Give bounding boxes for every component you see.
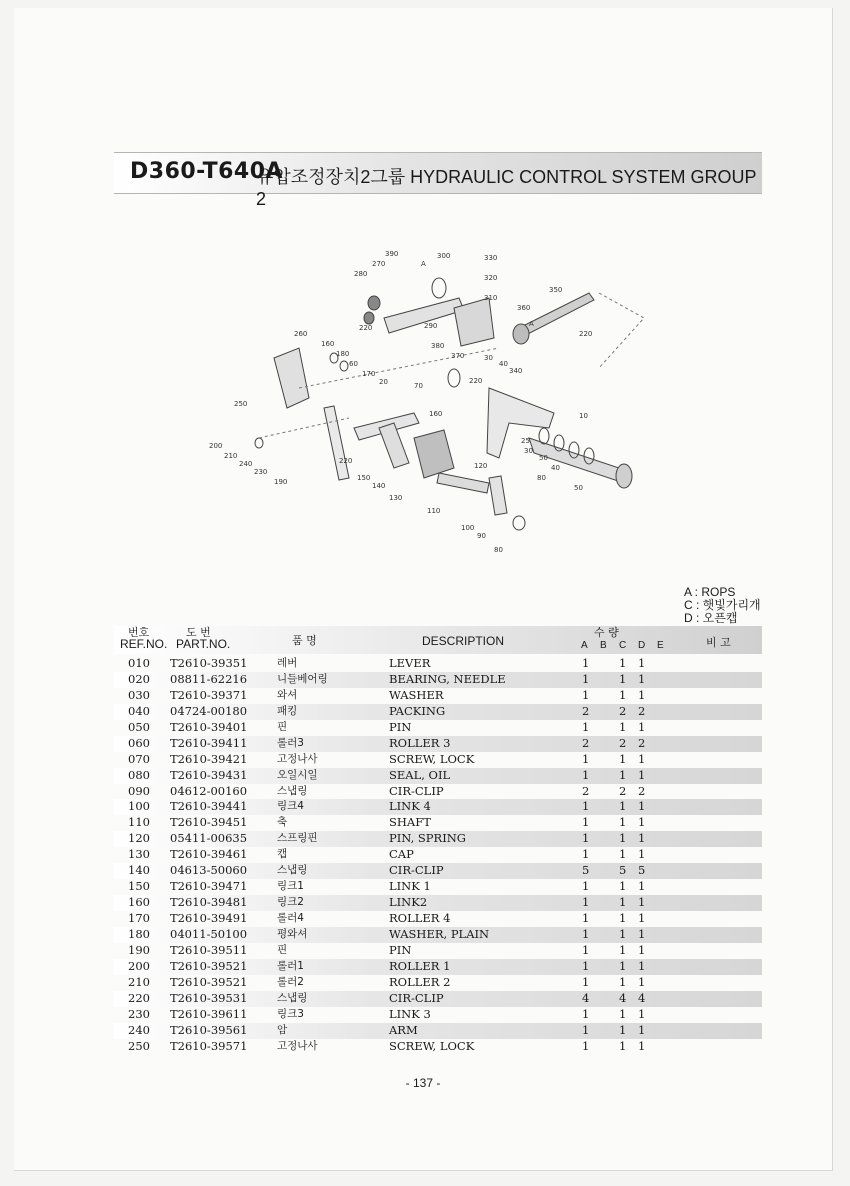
version-legend (684, 586, 761, 625)
description-cell: PACKING (389, 703, 446, 718)
korean-name-cell: 오일시일 (277, 768, 318, 781)
korean-name-cell: 핀 (277, 720, 288, 733)
qty-c-cell: 1 (619, 799, 627, 814)
part-no-cell: T2610-39421 (170, 751, 248, 766)
part-washer (255, 438, 263, 448)
parts-table-header (114, 626, 762, 654)
svg-text:370: 370 (451, 352, 465, 360)
part-washer (340, 361, 348, 371)
svg-text:10: 10 (579, 412, 588, 420)
group-title: 유압조정장치2그룹 HYDRAULIC CONTROL SYSTEM GROUP 2 (256, 167, 757, 209)
ref-no-cell: 070 (128, 751, 150, 766)
svg-text:160: 160 (321, 340, 335, 348)
part-no-cell: 05411-00635 (170, 831, 248, 846)
qty-a-cell: 5 (582, 863, 590, 878)
table-row (114, 672, 762, 688)
ref-no-cell: 140 (128, 863, 150, 878)
part-shaft-end (616, 464, 632, 488)
table-row (114, 991, 762, 1007)
ref-no-header: REF.NO. (120, 637, 168, 651)
description-header: DESCRIPTION (422, 634, 505, 648)
svg-text:340: 340 (509, 367, 523, 375)
svg-text:300: 300 (437, 252, 451, 260)
svg-text:230: 230 (254, 468, 268, 476)
qty-a-cell: 1 (582, 958, 590, 973)
svg-text:40: 40 (551, 464, 560, 472)
qty-a-cell: 1 (582, 767, 590, 782)
table-row (114, 911, 762, 927)
svg-text:80: 80 (494, 546, 503, 554)
ref-no-cell: 050 (128, 719, 150, 734)
svg-text:220: 220 (359, 324, 373, 332)
part-shaft (437, 473, 489, 493)
ref-no-cell: 250 (128, 1038, 150, 1053)
part-no-cell: T2610-39471 (170, 879, 248, 894)
qty-d-cell: 1 (638, 911, 646, 925)
qty-c-cell: 1 (619, 751, 627, 766)
ref-no-cell: 130 (128, 847, 150, 862)
qty-a-cell: 1 (582, 671, 590, 686)
description-cell: CAP (389, 847, 414, 862)
ref-no-cell: 200 (128, 958, 150, 973)
name-header-kor: 품 명 (292, 634, 317, 647)
svg-text:120: 120 (474, 462, 488, 470)
table-row (114, 704, 762, 720)
svg-text:350: 350 (549, 286, 563, 294)
description-cell: LINK 1 (389, 879, 431, 894)
qty-c-cell: 1 (619, 815, 627, 830)
qty-d-cell: 1 (638, 974, 646, 989)
part-ring (448, 369, 460, 387)
ref-no-cell: 080 (128, 767, 150, 782)
part-no-cell: T2610-39521 (170, 974, 248, 989)
table-row (114, 927, 762, 943)
svg-text:70: 70 (414, 382, 423, 390)
korean-name-cell: 와셔 (277, 688, 298, 701)
svg-text:30: 30 (484, 354, 493, 362)
table-row (114, 736, 762, 752)
qty-c-cell: 1 (619, 687, 627, 702)
svg-text:290: 290 (424, 322, 438, 330)
svg-text:380: 380 (431, 342, 445, 350)
korean-name-cell: 스프링핀 (277, 832, 318, 845)
qty-c-cell: 1 (619, 958, 627, 973)
part-no-cell: T2610-39571 (170, 1038, 248, 1053)
qty-d-cell: 1 (638, 958, 646, 973)
part-no-cell: T2610-39411 (170, 735, 248, 750)
part-no-cell: 04011-50100 (170, 926, 248, 941)
legend-rops: A : ROPS (684, 585, 736, 599)
part-no-header-kor: 도 번 (186, 626, 211, 639)
qty-a-cell: 2 (582, 783, 590, 798)
svg-text:390: 390 (385, 250, 399, 258)
table-row (114, 752, 762, 768)
korean-name-cell: 롤러3 (277, 736, 304, 749)
table-row (114, 1007, 762, 1023)
korean-name-cell: 스냅링 (277, 864, 308, 877)
qty-c-cell: 1 (619, 719, 627, 734)
table-row (114, 784, 762, 800)
description-cell: ROLLER 2 (389, 974, 451, 989)
svg-text:130: 130 (389, 494, 403, 502)
table-row (114, 720, 762, 736)
qty-d-cell: 1 (638, 847, 646, 862)
korean-name-cell: 니들베어링 (277, 672, 328, 685)
part-no-cell: T2610-39461 (170, 847, 248, 862)
description-cell: ROLLER 3 (389, 735, 451, 750)
part-no-cell: T2610-39611 (170, 1006, 248, 1021)
description-cell: LINK 3 (389, 1006, 431, 1021)
qty-d-cell: 2 (638, 735, 646, 750)
qty-d-cell: 1 (638, 815, 646, 830)
part-no-cell: T2610-39511 (170, 942, 248, 957)
qty-c-cell: 1 (619, 831, 627, 846)
svg-text:240: 240 (239, 460, 253, 468)
part-no-cell: 04724-00180 (170, 703, 248, 718)
qty-c-cell: 1 (619, 1022, 627, 1037)
qty-c-cell: 1 (619, 1038, 627, 1053)
svg-text:320: 320 (484, 274, 498, 282)
svg-text:160: 160 (429, 410, 443, 418)
qty-d-cell: 4 (638, 990, 646, 1005)
korean-name-cell: 캡 (277, 848, 288, 861)
remarks-header-kor: 비 고 (706, 636, 731, 649)
part-link-1 (379, 423, 409, 468)
part-ring (432, 278, 446, 298)
table-row (114, 895, 762, 911)
qty-c-cell: 1 (619, 911, 627, 925)
diagram-drawing (199, 238, 659, 558)
ref-no-cell: 010 (128, 656, 150, 670)
svg-text:330: 330 (484, 254, 498, 262)
qty-d-cell: 2 (638, 783, 646, 798)
table-row (114, 863, 762, 879)
svg-text:A: A (421, 260, 426, 268)
description-cell: SCREW, LOCK (389, 1038, 475, 1053)
svg-text:40: 40 (499, 360, 508, 368)
qty-c-cell: 1 (619, 1006, 627, 1021)
korean-name-cell: 평와셔 (277, 927, 308, 940)
ref-no-cell: 120 (128, 831, 150, 846)
part-ring (513, 516, 525, 530)
qty-a-cell: 1 (582, 942, 590, 957)
qty-d-cell: 1 (638, 879, 646, 894)
svg-text:200: 200 (209, 442, 223, 450)
table-row (114, 847, 762, 863)
diagram-callouts (209, 250, 592, 554)
part-no-cell: 04613-50060 (170, 863, 248, 878)
part-nut (368, 296, 380, 310)
svg-text:110: 110 (427, 507, 441, 515)
ref-no-cell: 190 (128, 942, 150, 957)
qty-c-cell: 1 (619, 879, 627, 894)
qty-d-cell: 1 (638, 751, 646, 766)
svg-text:250: 250 (234, 400, 248, 408)
page-number: - 137 - (405, 1076, 441, 1090)
qty-d-cell: 1 (638, 926, 646, 941)
korean-name-cell: 링크4 (277, 800, 304, 813)
description-cell: ROLLER 4 (389, 911, 451, 925)
description-cell: LINK 4 (389, 799, 431, 814)
korean-name-cell: 롤러1 (277, 959, 304, 972)
table-row (114, 975, 762, 991)
qty-c-cell: 4 (619, 990, 627, 1005)
korean-name-cell: 고정나사 (277, 752, 318, 765)
description-cell: BEARING, NEEDLE (389, 671, 506, 686)
svg-text:270: 270 (372, 260, 386, 268)
part-no-cell: T2610-39491 (170, 911, 248, 925)
part-no-header: PART.NO. (176, 637, 231, 651)
svg-text:60: 60 (349, 360, 358, 368)
qty-c-cell: 2 (619, 703, 627, 718)
part-no-cell: T2610-39521 (170, 958, 248, 973)
korean-name-cell: 패킹 (277, 704, 298, 717)
ref-no-cell: 180 (128, 926, 150, 941)
description-cell: WASHER, PLAIN (389, 926, 490, 941)
ref-no-cell: 210 (128, 974, 150, 989)
svg-text:220: 220 (579, 330, 593, 338)
svg-text:280: 280 (354, 270, 368, 278)
qty-d-cell: 1 (638, 799, 646, 814)
svg-text:A: A (529, 320, 534, 328)
qty-a-cell: 1 (582, 1006, 590, 1021)
svg-text:50: 50 (539, 454, 548, 462)
ref-no-cell: 060 (128, 735, 150, 750)
svg-text:360: 360 (517, 304, 531, 312)
ref-no-cell: 230 (128, 1006, 150, 1021)
qty-c-cell: 5 (619, 863, 627, 878)
part-no-cell: 04612-00160 (170, 783, 248, 798)
svg-text:30: 30 (524, 447, 533, 455)
ref-no-cell: 100 (128, 799, 150, 814)
qty-c-cell: 1 (619, 767, 627, 782)
description-cell: LINK2 (389, 895, 428, 910)
description-cell: PIN (389, 719, 412, 734)
svg-text:150: 150 (357, 474, 371, 482)
svg-text:220: 220 (469, 377, 483, 385)
ref-no-cell: 040 (128, 703, 150, 718)
svg-text:210: 210 (224, 452, 238, 460)
qty-c-cell: 2 (619, 783, 627, 798)
korean-name-cell: 암 (277, 1023, 288, 1036)
qty-c-cell: 1 (619, 974, 627, 989)
exploded-parts-diagram (199, 238, 659, 558)
description-cell: WASHER (389, 687, 444, 702)
legend-sunshade: C : 햇빛가리개 (684, 598, 761, 612)
description-cell: CIR-CLIP (389, 863, 444, 878)
model-number: D360-T640A (130, 159, 284, 184)
svg-text:20: 20 (379, 378, 388, 386)
guide-line (599, 293, 644, 368)
qty-a-cell: 1 (582, 1022, 590, 1037)
ref-no-cell: 170 (128, 911, 150, 925)
parts-table-body (114, 656, 762, 1054)
part-no-cell: T2610-39351 (170, 656, 248, 670)
part-no-cell: T2610-39561 (170, 1022, 248, 1037)
description-cell: LEVER (389, 656, 431, 670)
table-row (114, 1039, 762, 1055)
svg-text:50: 50 (574, 484, 583, 492)
qty-a-cell: 2 (582, 703, 590, 718)
description-cell: SHAFT (389, 815, 431, 830)
qty-d-cell: 1 (638, 719, 646, 734)
description-cell: ARM (389, 1022, 418, 1037)
qty-a-cell: 2 (582, 735, 590, 750)
qty-d-cell: 1 (638, 767, 646, 782)
part-no-cell: T2610-39481 (170, 895, 248, 910)
table-row (114, 943, 762, 959)
table-row (114, 959, 762, 975)
korean-name-cell: 스냅링 (277, 991, 308, 1004)
ref-no-cell: 150 (128, 879, 150, 894)
qty-d-cell: 1 (638, 1022, 646, 1037)
qty-d-cell: 1 (638, 687, 646, 702)
table-row (114, 799, 762, 815)
part-cap (414, 430, 454, 478)
ref-no-cell: 240 (128, 1022, 150, 1037)
qty-c-cell: 1 (619, 847, 627, 862)
svg-text:220: 220 (339, 457, 353, 465)
description-cell: SCREW, LOCK (389, 751, 475, 766)
svg-text:190: 190 (274, 478, 288, 486)
qty-d-cell: 1 (638, 942, 646, 957)
description-cell: PIN (389, 942, 412, 957)
qty-c-cell: 1 (619, 942, 627, 957)
korean-name-cell: 롤러2 (277, 975, 304, 988)
part-no-cell: T2610-39441 (170, 799, 248, 814)
description-cell: ROLLER 1 (389, 958, 451, 973)
qty-a-cell: 1 (582, 831, 590, 846)
catalog-page (14, 8, 833, 1171)
qty-a-cell: 1 (582, 719, 590, 734)
qty-a-cell: 1 (582, 974, 590, 989)
description-cell: CIR-CLIP (389, 990, 444, 1005)
title-bar (114, 152, 762, 209)
qty-d-cell: 1 (638, 1038, 646, 1053)
korean-name-cell: 레버 (277, 657, 298, 669)
qty-a-cell: 1 (582, 911, 590, 925)
qty-a-cell: 1 (582, 926, 590, 941)
qty-d-cell: 1 (638, 671, 646, 686)
korean-name-cell: 핀 (277, 943, 288, 956)
part-no-cell: 08811-62216 (170, 671, 248, 686)
svg-text:180: 180 (336, 350, 350, 358)
svg-text:310: 310 (484, 294, 498, 302)
qty-c-cell: 2 (619, 735, 627, 750)
qty-a-cell: 1 (582, 847, 590, 862)
qty-d-cell: 1 (638, 831, 646, 846)
svg-text:90: 90 (477, 532, 486, 540)
table-row (114, 1023, 762, 1039)
ref-no-cell: 110 (128, 815, 150, 830)
qty-col-e: E (657, 640, 664, 651)
qty-a-cell: 1 (582, 895, 590, 910)
table-row (114, 879, 762, 895)
korean-name-cell: 고정나사 (277, 1039, 318, 1052)
korean-name-cell: 링크1 (277, 880, 304, 893)
qty-a-cell: 1 (582, 687, 590, 702)
qty-c-cell: 1 (619, 926, 627, 941)
ref-no-cell: 090 (128, 783, 150, 798)
part-arm (274, 348, 309, 408)
table-row (114, 831, 762, 847)
part-no-cell: T2610-39431 (170, 767, 248, 782)
part-link-4 (489, 476, 507, 515)
part-no-cell: T2610-39371 (170, 687, 248, 702)
qty-d-cell: 1 (638, 1006, 646, 1021)
svg-text:100: 100 (461, 524, 475, 532)
qty-d-cell: 2 (638, 703, 646, 718)
korean-name-cell: 링크2 (277, 896, 304, 909)
table-row (114, 656, 762, 672)
qty-a-cell: 1 (582, 656, 590, 670)
part-bolt-head (513, 324, 529, 344)
qty-a-cell: 1 (582, 815, 590, 830)
part-no-cell: T2610-39531 (170, 990, 248, 1005)
table-row (114, 688, 762, 704)
qty-col-c: C (619, 640, 627, 651)
qty-a-cell: 1 (582, 1038, 590, 1053)
qty-header-kor: 수 량 (594, 626, 619, 639)
ref-no-cell: 160 (128, 895, 150, 910)
legend-opencab: D : 오픈캡 (684, 611, 738, 625)
description-cell: SEAL, OIL (389, 767, 451, 782)
qty-col-a: A (581, 640, 588, 651)
svg-text:140: 140 (372, 482, 386, 490)
qty-a-cell: 1 (582, 799, 590, 814)
svg-text:25: 25 (521, 437, 530, 445)
qty-col-d: D (638, 640, 646, 651)
qty-col-b: B (600, 640, 607, 651)
table-row (114, 815, 762, 831)
part-ring (539, 428, 549, 444)
table-row (114, 768, 762, 784)
description-cell: CIR-CLIP (389, 783, 444, 798)
korean-name-cell: 축 (277, 816, 288, 829)
ref-no-header-kor: 번호 (128, 626, 150, 639)
qty-a-cell: 1 (582, 751, 590, 766)
ref-no-cell: 220 (128, 990, 150, 1005)
ref-no-cell: 020 (128, 671, 150, 686)
korean-name-cell: 링크3 (277, 1007, 304, 1020)
ref-no-cell: 030 (128, 687, 150, 702)
svg-text:80: 80 (537, 474, 546, 482)
qty-c-cell: 1 (619, 671, 627, 686)
svg-text:170: 170 (362, 370, 376, 378)
part-no-cell: T2610-39401 (170, 719, 248, 734)
qty-c-cell: 1 (619, 656, 627, 670)
qty-a-cell: 1 (582, 879, 590, 894)
korean-name-cell: 스냅링 (277, 784, 308, 797)
qty-d-cell: 1 (638, 656, 646, 670)
qty-c-cell: 1 (619, 895, 627, 910)
qty-d-cell: 5 (638, 863, 646, 878)
korean-name-cell: 롤러4 (277, 912, 304, 924)
qty-d-cell: 1 (638, 895, 646, 910)
qty-a-cell: 4 (582, 990, 590, 1005)
description-cell: PIN, SPRING (389, 831, 466, 846)
svg-text:260: 260 (294, 330, 308, 338)
part-no-cell: T2610-39451 (170, 815, 248, 830)
part-link-3 (324, 406, 349, 480)
part-nut (364, 312, 374, 324)
